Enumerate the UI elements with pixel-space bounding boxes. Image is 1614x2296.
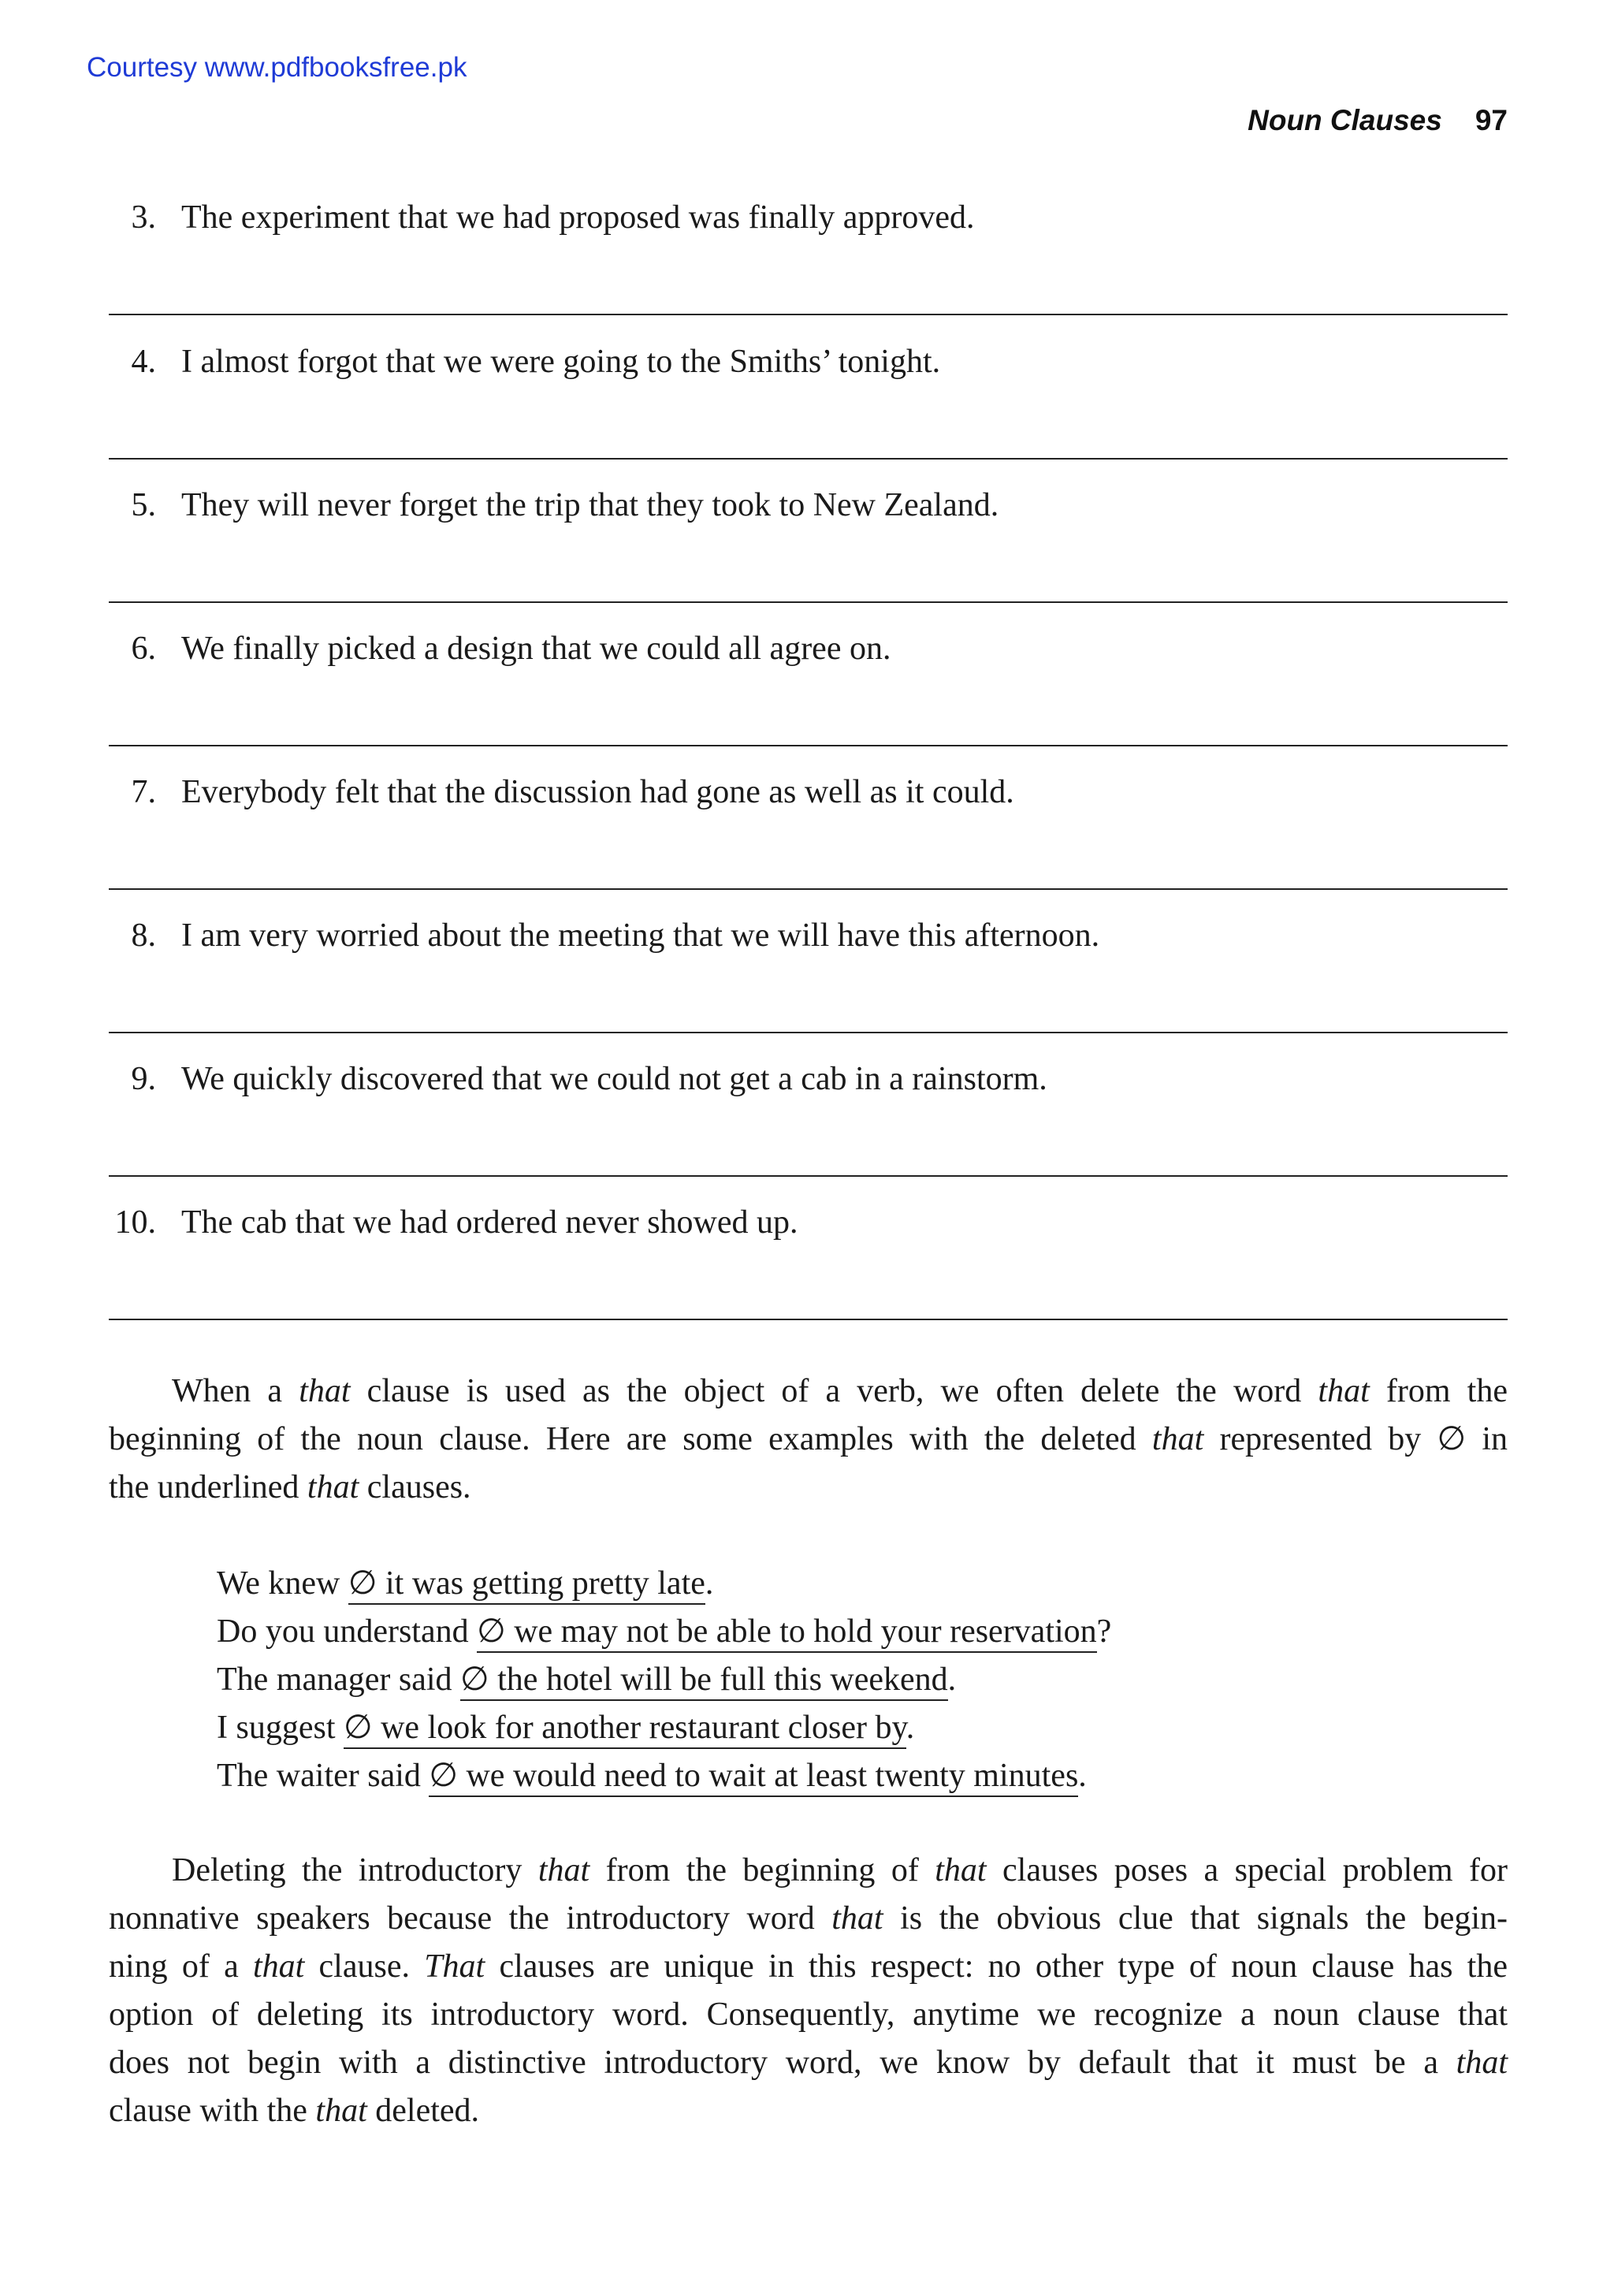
item-sentence: I almost forgot that we were going to the Smiths’ tonight. [181, 344, 941, 380]
paragraph-line: beginning of the noun clause. Here are some examples with the deleted that represented by ∅ in [109, 1421, 1508, 1457]
paragraph-line: ning of a that clause. That clauses are unique in this respect: no other type of noun clause has the [109, 1948, 1508, 1985]
running-head [1248, 104, 1508, 137]
answer-line[interactable] [109, 1032, 1508, 1033]
item-number: 5. [131, 487, 156, 523]
item-sentence: I am very worried about the meeting that we will have this afternoon. [181, 917, 1100, 954]
item-number: 9. [131, 1061, 156, 1097]
item-number: 4. [131, 344, 156, 380]
underlined-clause: ∅ we would need to wait at least twenty minutes [429, 1758, 1078, 1797]
intro-paragraph [109, 1368, 1508, 1512]
page-number: 97 [1475, 104, 1508, 136]
answer-line[interactable] [109, 458, 1508, 460]
answer-line[interactable] [109, 314, 1508, 315]
paragraph-line: When a that clause is used as the object of a verb, we often delete the word that from the [172, 1373, 1508, 1409]
answer-line[interactable] [109, 888, 1508, 890]
item-number: 6. [131, 631, 156, 667]
examples-block [217, 1560, 1111, 1800]
paragraph-line: Deleting the introductory that from the beginning of that clauses poses a special problem for [172, 1852, 1508, 1889]
example-sentence: The waiter said ∅ we would need to wait at least twenty minutes. [217, 1752, 1111, 1800]
underlined-clause: ∅ we may not be able to hold your reservation [477, 1613, 1097, 1653]
paragraph-line: does not begin with a distinctive introductory word, we know by default that it must be a that [109, 2045, 1508, 2081]
item-number: 10. [114, 1204, 156, 1241]
example-sentence: I suggest ∅ we look for another restaurant closer by. [217, 1704, 1111, 1752]
final-paragraph [109, 1847, 1508, 2135]
answer-line[interactable] [109, 1175, 1508, 1177]
underlined-clause: ∅ the hotel will be full this weekend [460, 1662, 948, 1701]
answer-line[interactable] [109, 745, 1508, 746]
item-sentence: We quickly discovered that we could not get a cab in a rainstorm. [181, 1061, 1047, 1097]
example-sentence: The manager said ∅ the hotel will be full this weekend. [217, 1656, 1111, 1704]
item-number: 3. [131, 199, 156, 236]
answer-line[interactable] [109, 1319, 1508, 1320]
item-sentence: We finally picked a design that we could all agree on. [181, 631, 891, 667]
paragraph-line: the underlined that clauses. [109, 1469, 471, 1505]
item-sentence: The cab that we had ordered never showed up. [181, 1204, 798, 1241]
item-sentence: They will never forget the trip that they took to New Zealand. [181, 487, 999, 523]
chapter-title: Noun Clauses [1248, 104, 1442, 136]
paragraph-line: option of deleting its introductory word. Consequently, anytime we recognize a noun clause that [109, 1996, 1508, 2033]
item-number: 7. [131, 774, 156, 810]
item-number: 8. [131, 917, 156, 954]
item-sentence: Everybody felt that the discussion had gone as well as it could. [181, 774, 1014, 810]
underlined-clause: ∅ it was getting pretty late [348, 1565, 705, 1605]
example-sentence: We knew ∅ it was getting pretty late. [217, 1560, 1111, 1608]
paragraph-line: nonnative speakers because the introductory word that is the obvious clue that signals the begin- [109, 1900, 1508, 1937]
courtesy-link[interactable]: Courtesy www.pdfbooksfree.pk [87, 52, 467, 83]
answer-line[interactable] [109, 601, 1508, 603]
underlined-clause: ∅ we look for another restaurant closer by [344, 1710, 906, 1749]
paragraph-line: clause with the that deleted. [109, 2093, 480, 2129]
example-sentence: Do you understand ∅ we may not be able to hold your reservation? [217, 1608, 1111, 1656]
item-sentence: The experiment that we had proposed was finally approved. [181, 199, 975, 236]
